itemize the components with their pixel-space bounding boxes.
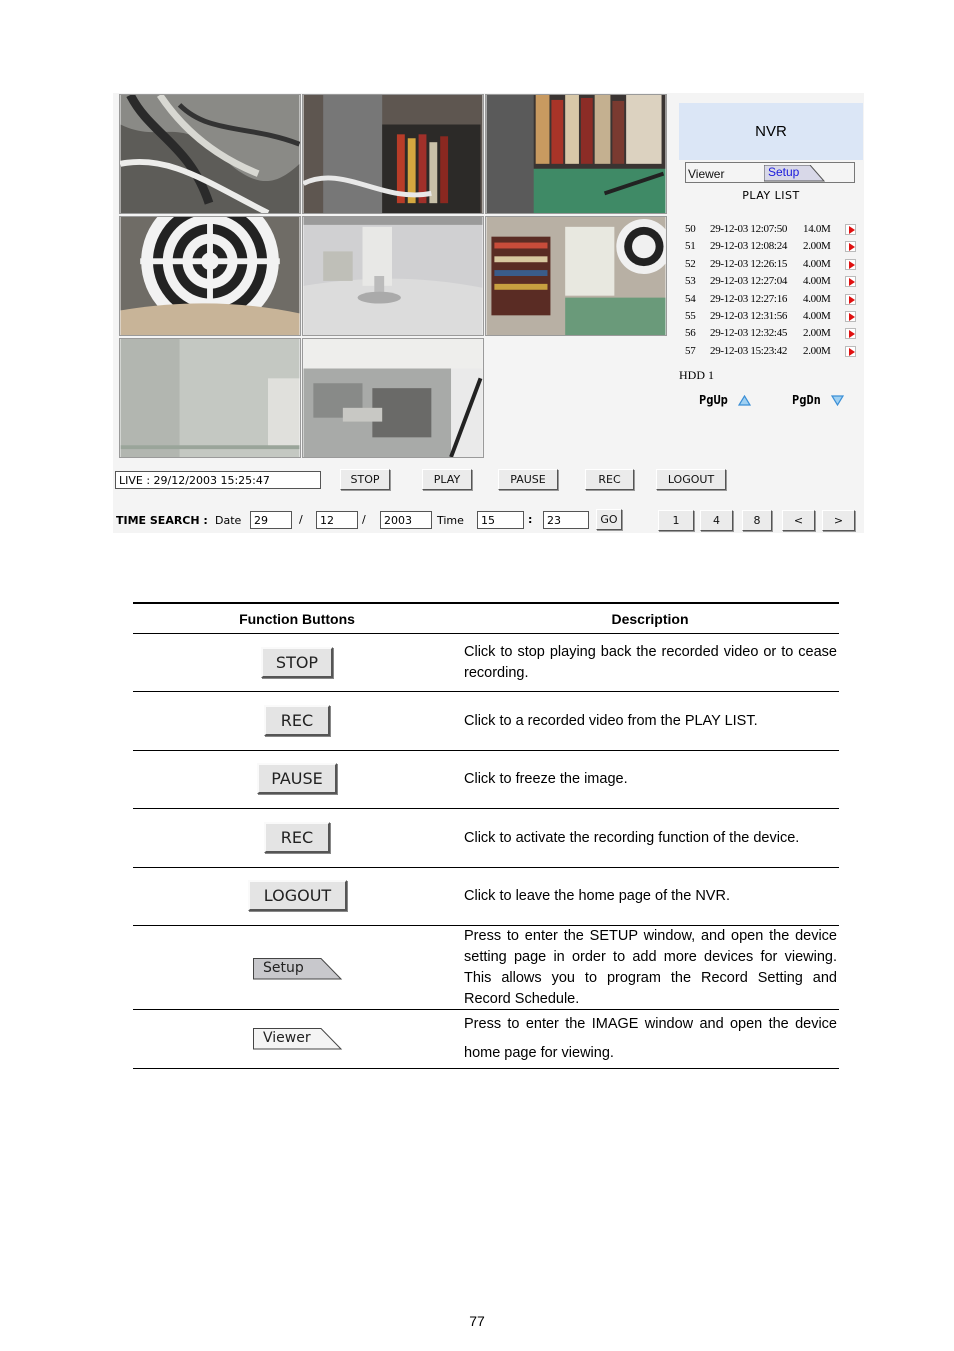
camera-view-8[interactable]: [302, 338, 484, 458]
header-function-buttons: Function Buttons: [239, 611, 355, 627]
page-up-button[interactable]: [699, 393, 751, 407]
playlist-row: [685, 325, 861, 342]
playlist-row: [685, 221, 861, 238]
description-text: Click to freeze the image.: [464, 771, 628, 787]
playlist-row: [685, 308, 861, 325]
playlist-number: 53: [685, 275, 696, 288]
camera-grid: [119, 94, 669, 460]
table-header: [133, 602, 839, 634]
description-cell: [464, 692, 837, 750]
playlist-row: [685, 256, 861, 273]
view-8-button[interactable]: 8: [742, 510, 772, 531]
view-4-button[interactable]: 4: [700, 510, 733, 531]
playlist-size: 4.00M: [803, 292, 831, 305]
time-search-label: TIME SEARCH :: [116, 514, 208, 527]
play-arrow-icon[interactable]: [845, 241, 856, 252]
logout-button[interactable]: LOGOUT: [656, 469, 726, 490]
playlist-number: 56: [685, 327, 696, 340]
stop-button[interactable]: STOP: [340, 469, 390, 490]
tab-setup[interactable]: [764, 165, 824, 180]
camera-view-6[interactable]: [485, 216, 667, 336]
playlist-title: PLAY LIST: [742, 189, 800, 202]
camera-view-1[interactable]: [119, 94, 301, 214]
viewer-tab-image: [253, 1028, 343, 1050]
viewer-tab-label: Viewer: [263, 1030, 311, 1046]
page-up-label: PgUp: [699, 393, 728, 407]
playlist-datetime: 29-12-03 12:26:15: [710, 257, 788, 270]
rec-button-image: REC: [264, 822, 330, 853]
status-field: LIVE : 29/12/2003 15:25:47: [115, 471, 321, 489]
playlist-size: 4.00M: [803, 257, 831, 270]
page-down-label: PgDn: [792, 393, 821, 407]
camera-view-5[interactable]: [302, 216, 484, 336]
triangle-down-icon: [831, 395, 844, 406]
button-cell: [133, 692, 461, 750]
tab-viewer[interactable]: Viewer: [688, 167, 725, 181]
year-input[interactable]: 2003: [380, 511, 432, 529]
description-cell: [464, 809, 837, 867]
button-cell: [133, 634, 461, 691]
table-row: [133, 809, 839, 868]
playlist-datetime: 29-12-03 12:27:04: [710, 275, 788, 288]
nvr-screenshot: [113, 93, 864, 533]
description-text: Click to a recorded video from the PLAY LIST.: [464, 712, 758, 729]
date-label: Date: [215, 514, 242, 527]
playlist-size: 2.00M: [803, 344, 831, 357]
play-arrow-icon[interactable]: [845, 224, 856, 235]
play-arrow-icon[interactable]: [845, 259, 856, 270]
setup-tab-image: [253, 958, 343, 980]
view-1-button[interactable]: 1: [658, 510, 694, 531]
playlist-row: [685, 343, 861, 360]
date-separator: /: [299, 513, 303, 526]
time-label: Time: [437, 514, 464, 527]
table-row: [133, 868, 839, 926]
camera-view-2[interactable]: [302, 94, 484, 214]
playlist-datetime: 29-12-03 12:31:56: [710, 309, 788, 322]
day-input[interactable]: 29: [250, 511, 292, 529]
playlist-number: 57: [685, 344, 696, 357]
month-input[interactable]: 12: [316, 511, 358, 529]
tab-bar: [685, 162, 855, 183]
button-cell: [133, 751, 461, 808]
nvr-title: NVR: [755, 123, 787, 140]
table-row: [133, 926, 839, 1010]
table-row: [133, 634, 839, 692]
button-cell: [133, 1010, 461, 1068]
description-text: Click to stop playing back the recorded video or to cease recording.: [464, 643, 837, 681]
camera-view-4[interactable]: [119, 216, 301, 336]
description-cell: [464, 634, 837, 691]
pause-button-image: PAUSE: [257, 763, 337, 794]
tab-setup-label: Setup: [768, 165, 800, 179]
playlist-datetime: 29-12-03 12:08:24: [710, 240, 788, 253]
playlist: [685, 221, 861, 360]
playlist-row: [685, 238, 861, 255]
page-down-button[interactable]: [792, 393, 844, 407]
playlist-size: 2.00M: [803, 240, 831, 253]
date-separator: /: [362, 513, 366, 526]
description-text: Press to enter the SETUP window, and open the device setting page in order to add more devices for viewing. This allows you to program the Record Setting and Record Schedule.: [464, 927, 837, 1007]
rec-button-image: REC: [264, 705, 330, 736]
time-separator: :: [528, 513, 533, 526]
playlist-size: 2.00M: [803, 327, 831, 340]
next-button[interactable]: >: [822, 510, 855, 531]
playlist-number: 50: [685, 223, 696, 235]
header-description: Description: [611, 611, 689, 627]
playlist-datetime: 29-12-03 12:32:45: [710, 327, 788, 340]
playlist-row: [685, 291, 861, 308]
playlist-row: [685, 273, 861, 290]
triangle-up-icon: [738, 395, 751, 406]
stop-button-image: STOP: [261, 647, 333, 678]
logout-button-image: LOGOUT: [248, 880, 347, 911]
hour-input[interactable]: 15: [477, 511, 524, 529]
playlist-datetime: 29-12-03 15:23:42: [710, 344, 788, 357]
table-row: [133, 751, 839, 809]
play-arrow-icon[interactable]: [845, 311, 856, 322]
button-cell: [133, 809, 461, 867]
description-cell: [464, 751, 837, 808]
previous-button[interactable]: <: [782, 510, 815, 531]
play-button[interactable]: PLAY: [422, 469, 472, 490]
minute-input[interactable]: 23: [543, 511, 589, 529]
function-buttons-table: [133, 602, 839, 1069]
nvr-side-panel: [679, 103, 863, 423]
playlist-number: 55: [685, 309, 696, 322]
camera-view-7[interactable]: [119, 338, 301, 458]
playlist-size: 4.00M: [803, 309, 831, 322]
playlist-number: 51: [685, 240, 696, 253]
hdd-label: HDD 1: [679, 368, 714, 382]
playlist-number: 54: [685, 292, 696, 305]
description-text: Press to enter the IMAGE window and open the device home page for viewing.: [464, 1016, 837, 1061]
play-arrow-icon[interactable]: [845, 328, 856, 339]
go-button[interactable]: GO: [596, 509, 622, 530]
description-text: Click to leave the home page of the NVR.: [464, 888, 730, 904]
table-row: [133, 692, 839, 751]
playlist-size: 4.00M: [803, 275, 831, 288]
playlist-number: 52: [685, 257, 696, 270]
description-cell: [464, 1010, 837, 1068]
button-cell: [133, 926, 461, 1009]
play-arrow-icon[interactable]: [845, 294, 856, 305]
play-arrow-icon[interactable]: [845, 346, 856, 357]
pause-button[interactable]: PAUSE: [498, 469, 558, 490]
description-text: Click to activate the recording function of the device.: [464, 829, 800, 846]
setup-tab-label: Setup: [263, 960, 304, 976]
description-cell: [464, 926, 837, 1009]
playlist-size: 14.0M: [803, 223, 831, 235]
playlist-datetime: 29-12-03 12:07:50: [710, 223, 788, 235]
description-cell: [464, 868, 837, 925]
playlist-datetime: 29-12-03 12:27:16: [710, 292, 788, 305]
page-number: 77: [469, 1313, 485, 1329]
button-cell: [133, 868, 461, 925]
table-row: [133, 1010, 839, 1069]
rec-button[interactable]: REC: [585, 469, 634, 490]
camera-view-3[interactable]: [485, 94, 667, 214]
nvr-header: [679, 103, 863, 160]
play-arrow-icon[interactable]: [845, 276, 856, 287]
